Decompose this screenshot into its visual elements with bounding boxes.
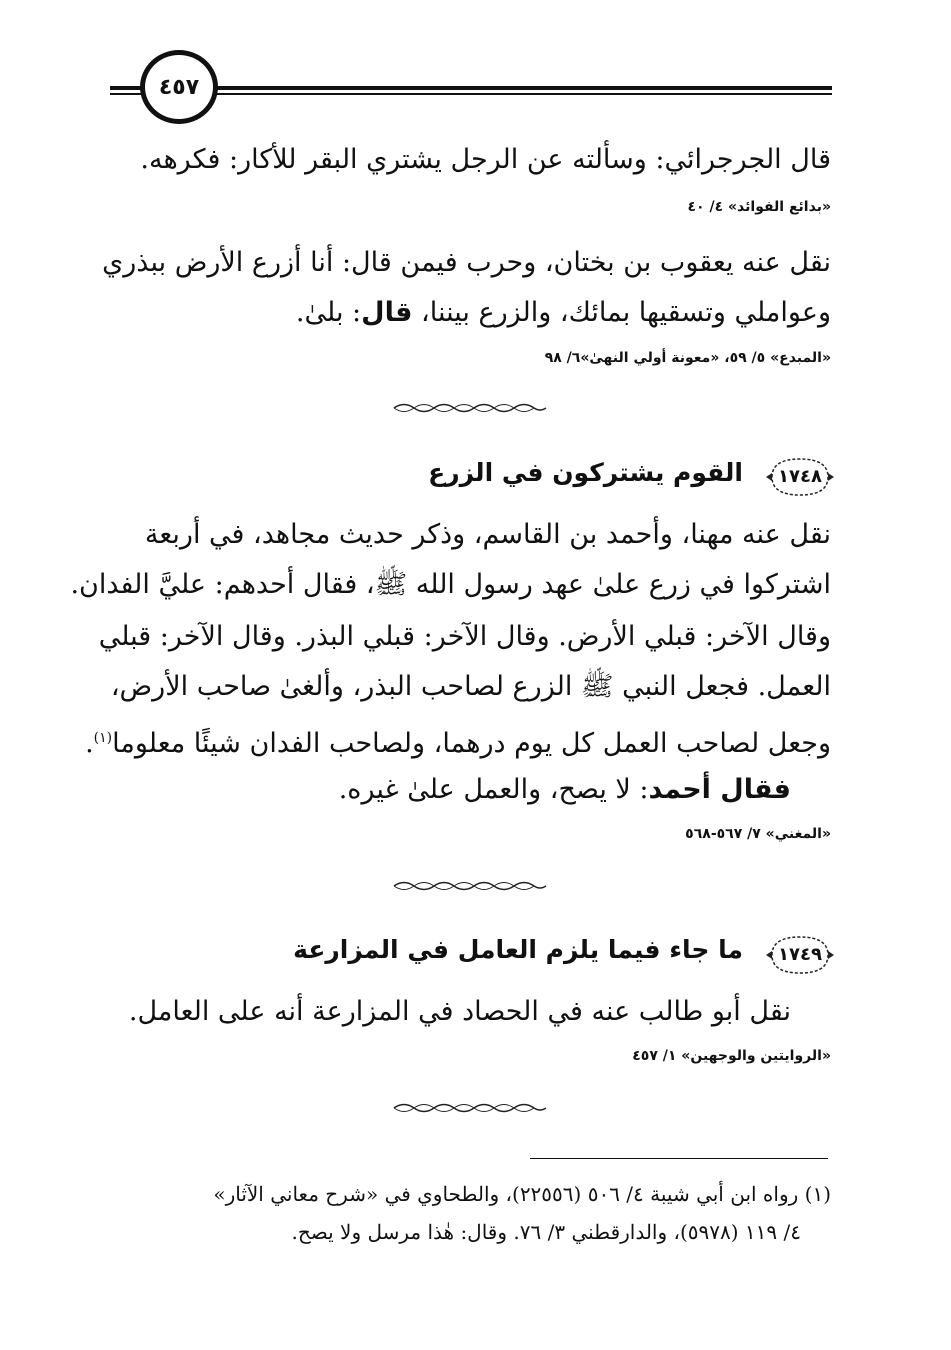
- text-line: نقل أبو طالب عنه في الحصاد في المزارعة أنه على العامل.: [128, 996, 791, 1027]
- source-citation: «الروايتين والوجهين» ١/ ٤٥٧: [632, 1048, 831, 1064]
- ruling-line: [110, 773, 791, 807]
- divider-ornament: [390, 401, 550, 415]
- page-number: ٤٥٧: [158, 74, 200, 100]
- divider-ornament: [390, 879, 550, 893]
- bold-word: قال: [361, 297, 413, 328]
- section-number: ١٧٤٨: [778, 466, 822, 487]
- source-citation: «المغني» ٧/ ٥٦٧-٥٦٨: [685, 826, 831, 842]
- text-line: نقل عنه يعقوب بن بختان، وحرب فيمن قال: أنا أزرع الأرض ببذري: [102, 247, 831, 278]
- section-title: القوم يشتركون في الزرع: [428, 458, 743, 487]
- page-number-badge: [140, 50, 218, 124]
- source-citation: «المبدع» ٥/ ٥٩، «معونة أولي النهىٰ»٦/ ٩٨: [544, 350, 831, 366]
- section-number-badge: [762, 455, 838, 499]
- text-run: وجعل لصاحب العمل كل يوم درهما، ولصاحب الفدان شيئًا معلوما: [112, 728, 831, 759]
- text-run: : لا يصح، والعمل علىٰ غيره.: [338, 774, 649, 805]
- footnote-ref[interactable]: (١): [93, 730, 113, 746]
- section-number-badge: [762, 933, 838, 977]
- footnote-line: (١) رواه ابن أبي شيبة ٤/ ٥٠٦ (٢٢٥٥٦)، والطحاوي في «شرح معاني الآثار»: [213, 1182, 831, 1206]
- divider-ornament: [390, 1101, 550, 1115]
- source-citation: «بدائع الفوائد» ٤/ ٤٠: [687, 199, 831, 215]
- text-line: قال الجرجرائي: وسألته عن الرجل يشتري البقر للأكار: فكرهه.: [140, 144, 831, 175]
- header-rule-top: [110, 86, 832, 90]
- footnote-separator: [530, 1158, 828, 1159]
- section-number: ١٧٤٩: [778, 944, 822, 965]
- text-line: [85, 721, 831, 761]
- text-run: .: [85, 728, 94, 759]
- footnote-line: ٤/ ١١٩ (٥٩٧٨)، والدارقطني ٣/ ٧٦. وقال: هٰذا مرسل ولا يصح.: [291, 1220, 801, 1244]
- text-line: [110, 296, 831, 330]
- text-run: وعواملي وتسقيها بمائك، والزرع بيننا،: [421, 297, 831, 328]
- text-line: اشتركوا في زرع علىٰ عهد رسول الله ﷺ، فقال أحدهم: عليَّ الفدان.: [70, 569, 831, 600]
- text-run: : بلىٰ.: [295, 297, 362, 328]
- bold-phrase: فقال أحمد: [648, 774, 791, 805]
- text-line: وقال الآخر: قبلي الأرض. وقال الآخر: قبلي البذر. وقال الآخر: قبلي: [98, 621, 831, 652]
- header-rule-bottom: [110, 93, 832, 95]
- text-line: العمل. فجعل النبي ﷺ الزرع لصاحب البذر، وألغىٰ صاحب الأرض،: [110, 671, 831, 702]
- section-title: ما جاء فيما يلزم العامل في المزارعة: [293, 935, 743, 964]
- text-line: نقل عنه مهنا، وأحمد بن القاسم، وذكر حديث مجاهد، في أربعة: [144, 519, 831, 550]
